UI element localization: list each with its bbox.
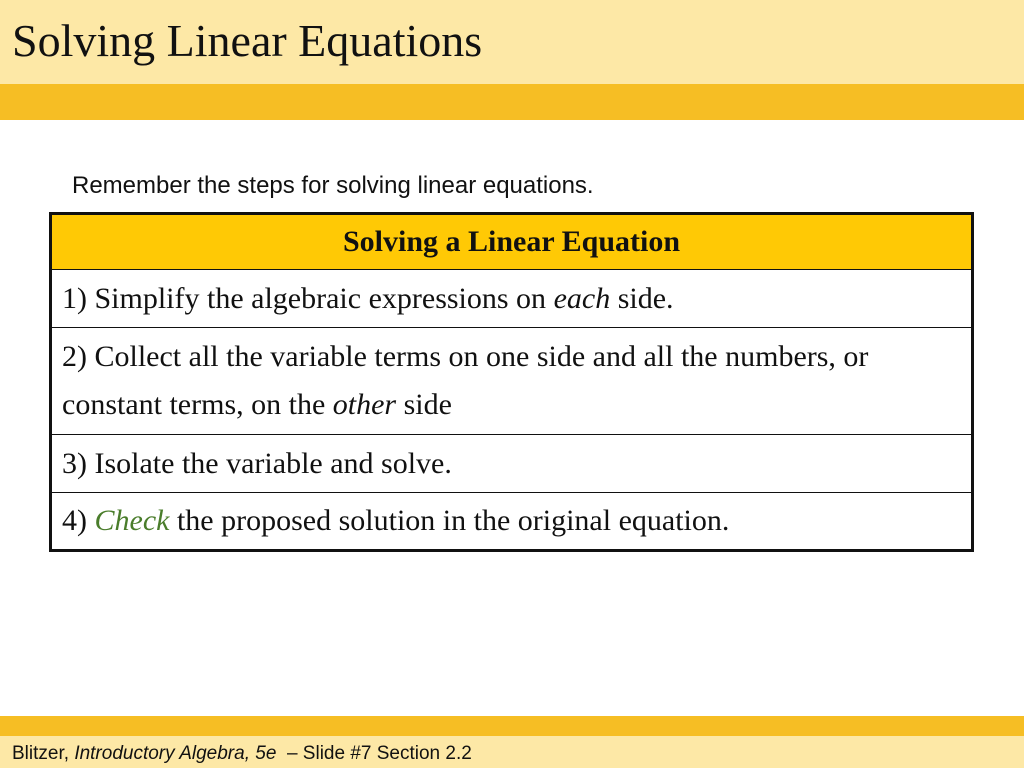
table-header-row [51,214,973,270]
table-row [51,328,973,435]
step-1-text-end: side. [610,281,674,315]
steps-table [49,212,974,552]
step-4-text-end: the proposed solution in the original equation. [169,504,730,537]
step-4-text: 4) [62,504,95,537]
step-4-check-word: Check [94,504,170,537]
step-4 [51,493,973,551]
footer-citation [12,744,472,763]
step-2-text-end: side [396,388,452,421]
step-2-emphasis: other [332,388,397,421]
step-2 [51,328,973,435]
step-3: 3) Isolate the variable and solve. [51,435,973,493]
step-1-emphasis: each [553,281,611,315]
slide-title: Solving Linear Equations [12,15,483,66]
title-accent-bar [0,84,1024,120]
step-2-text: 2) Collect all the variable terms on one side and all the numbers, or constant terms, on the [62,340,869,421]
footer-accent-bar [0,716,1024,736]
table-row [51,435,973,493]
step-1-text: 1) Simplify the algebraic expressions on [62,281,554,315]
table-row [51,270,973,328]
table-row [51,493,973,551]
footer-author: Blitzer, [12,743,75,764]
step-1 [51,270,973,328]
table-header: Solving a Linear Equation [51,214,973,270]
footer-book-title: Introductory Algebra, 5e [74,743,277,764]
intro-text: Remember the steps for solving linear equations. [72,172,594,199]
footer-slide-info: – Slide #7 Section 2.2 [276,743,472,764]
